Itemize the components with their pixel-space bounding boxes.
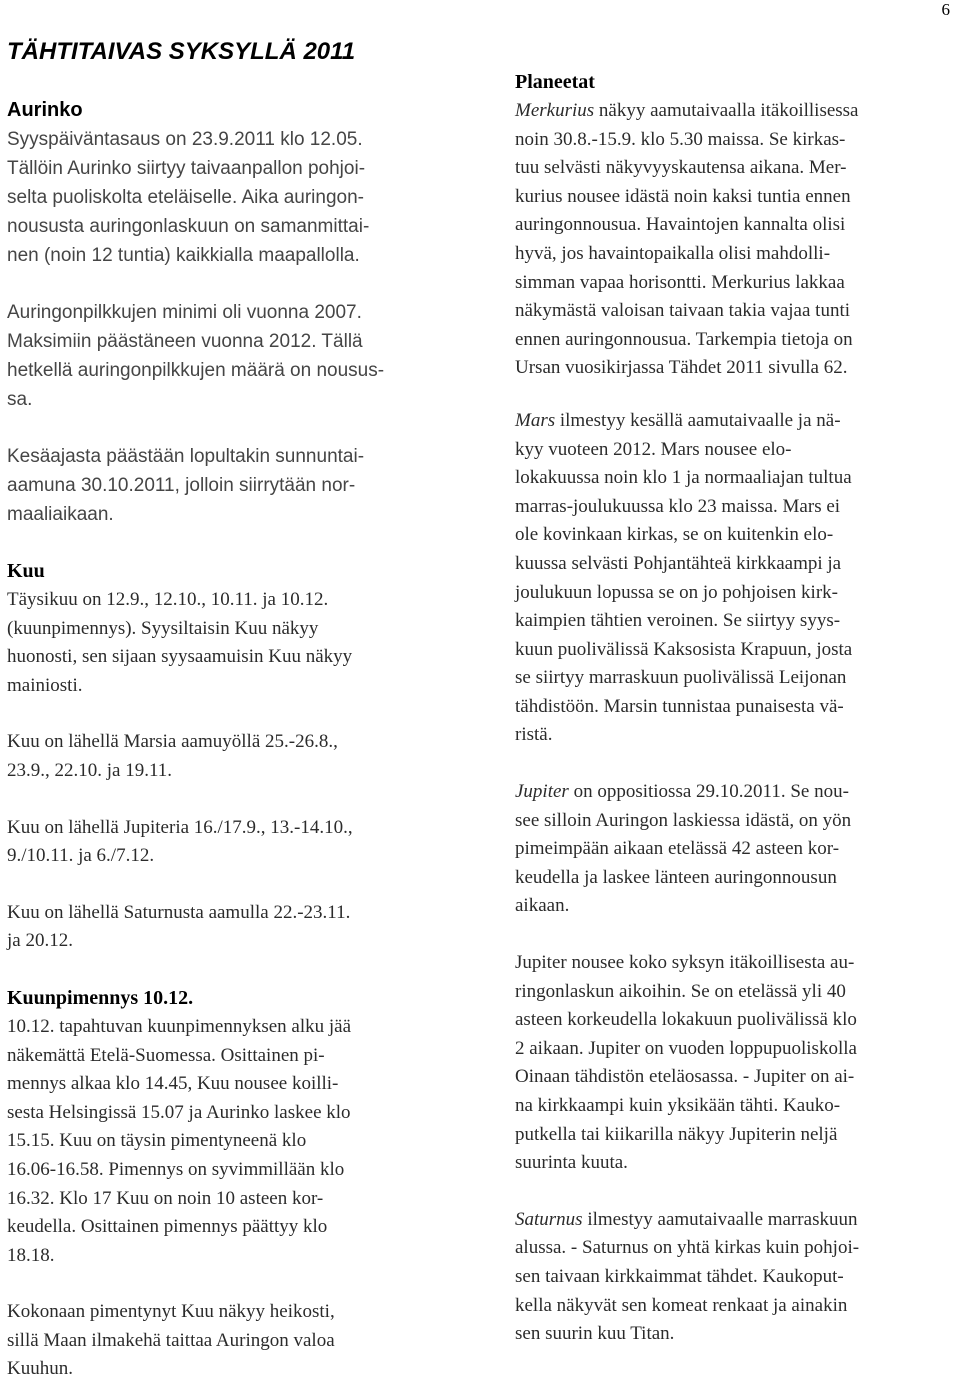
paragraph-jupiter: Jupiter on oppositiossa 29.10.2011. Se nou- see silloin Auringon laskiessa idästä, on yön pimeimpään aikaan etelässä 42 asteen kor- keudella ja laskee länteen auringonnousun aikaan. <box>515 778 960 921</box>
text-line: Kuu on lähellä Saturnusta aamulla 22.-23.11. <box>7 901 351 923</box>
text-line: ristä. <box>515 724 553 746</box>
text-line: hyvä, jos havaintopaikalla olisi mahdolli- <box>515 242 831 264</box>
section-heading-aurinko: Aurinko <box>7 99 83 121</box>
text-line: kuussa selvästi Pohjantähteä kirkkaampi ja <box>515 552 842 574</box>
text-line: auringonnousua. Havaintojen kannalta olisi <box>515 214 846 236</box>
text-line: huonosti, sen sijaan syysaamuisin Kuu näkyy <box>7 646 353 668</box>
document-title: TÄHTITAIVAS SYKSYLLÄ 2011 <box>7 38 356 65</box>
text-line: 9./10.11. ja 6./7.12. <box>7 845 155 867</box>
text-line: 2 aikaan. Jupiter on vuoden loppupuoliskolla <box>515 1037 857 1059</box>
paragraph <box>7 728 477 785</box>
text-line: hetkellä auringonpilkkujen määrä on nousus- <box>7 360 385 381</box>
text-line: Ursan vuosikirjassa Tähdet 2011 sivulla 62. <box>515 357 848 379</box>
text-line: maaliaikaan. <box>7 504 114 525</box>
text-line: joulukuun lopussa se on jo pohjoisen kirk- <box>515 581 838 603</box>
text-line: aamuna 30.10.2011, jolloin siirrytään nor- <box>7 475 356 496</box>
text-line: na kirkkaampi kuin yksikään tähti. Kauko- <box>515 1095 841 1116</box>
text-line: kyy vuoteen 2012. Mars nousee elo- <box>515 438 792 460</box>
paragraph <box>7 1298 477 1384</box>
text-line: ringonlaskun aikoihin. Se on etelässä yli 40 <box>515 980 846 1002</box>
text-line: putkella tai kiikarilla näkyy Jupiterin neljä <box>515 1123 838 1145</box>
text-line: näkymästä valoisan taivaan takia vajaa tunti <box>515 300 851 322</box>
text-line: mennys alkaa klo 14.45, Kuu nousee koilli- <box>7 1073 339 1095</box>
paragraph <box>7 442 477 529</box>
text-line: Kuuhun. <box>7 1358 73 1380</box>
text-line: Maksimiin päästäneen vuonna 2012. Tällä <box>7 331 363 352</box>
section-heading-planeetat: Planeetat <box>515 71 595 93</box>
planet-name: Merkurius <box>515 100 595 121</box>
text-line: Auringonpilkkujen minimi oli vuonna 2007. <box>7 302 362 323</box>
text-line: ja 20.12. <box>7 930 73 952</box>
right-column <box>515 68 960 1349</box>
section-heading-kuu: Kuu <box>7 560 45 582</box>
text-line: 16.32. Klo 17 Kuu on noin 10 asteen kor- <box>7 1187 324 1209</box>
text-line: kuun puolivälissä Kaksosista Krapuun, josta <box>515 638 853 660</box>
text-line: pimeimpään aikaan etelässä 42 asteen kor- <box>515 838 840 860</box>
text-line: marras-joulukuussa klo 23 maissa. Mars ei <box>515 495 841 517</box>
text-line: tuu selvästi näkyvyyskautensa aikana. Mer- <box>515 157 847 179</box>
paragraph <box>515 949 960 1178</box>
text-line: selta puoliskolta eteläiselle. Aika auringon- <box>7 187 364 208</box>
text-line: mainiosti. <box>7 674 83 696</box>
text-line: alussa. - Saturnus on yhtä kirkas kuin pohjoi- <box>515 1237 860 1259</box>
section-heading-kuunpimennys: Kuunpimennys 10.12. <box>7 986 194 1009</box>
text-line: Syyspäiväntasaus on 23.9.2011 klo 12.05. <box>7 129 363 150</box>
paragraph-mars: Mars ilmestyy kesällä aamutaivaalle ja nä- kyy vuoteen 2012. Mars nousee elo- lokakuussa noin klo 1 ja normaaliajan tultua marras-joulukuussa klo 23 maissa. Mars ei ole kovinkaan kirkas, se on kuitenkin elo- kuussa selvästi Pohjantähteä kirkkaampi ja joulukuun lopussa se on jo pohjoisen kirk- kaimpien tähtien veroinen. Se siirtyy syys- kuun puolivälissä Kaksosista Krapuun, josta se siirtyy marraskuun puolivälissä Leijonan tähdistöön. Marsin tunnistaa punaisesta vä- ristä. <box>515 407 960 750</box>
text-line: sa. <box>7 389 33 410</box>
paragraph <box>7 814 477 871</box>
text-line: sen taivaan kirkkaimmat tähdet. Kaukoput- <box>515 1265 844 1287</box>
text-line: ennen auringonnousua. Tarkempia tietoja on <box>515 328 853 350</box>
text-line: Kuu on lähellä Marsia aamuyöllä 25.-26.8., <box>7 731 338 753</box>
paragraph <box>7 899 477 956</box>
text-line: tähdistöön. Marsin tunnistaa punaisesta vä- <box>515 695 844 717</box>
paragraph-merkurius: Merkurius näkyy aamutaivaalla itäkoillisessa noin 30.8.-15.9. klo 5.30 maissa. Se kirkas- tuu selvästi näkyvyyskautensa aikana. Mer- kurius nousee idästä noin kaksi tuntia ennen auringonnousua. Havaintojen kannalta olisi hyvä, jos havaintopaikalla olisi mahdolli- simman vapaa horisontti. Merkurius lakkaa näkymästä valoisan taivaan takia vajaa tunti ennen auringonnousua. Tarkempia tietoja on Ursan vuosikirjassa Tähdet 2011 sivulla 62. <box>515 97 960 383</box>
text-line: lokakuussa noin klo 1 ja normaaliajan tultua <box>515 467 852 489</box>
text-line: sillä Maan ilmakehä taittaa Auringon valoa <box>7 1329 335 1351</box>
text-line: Kuu on lähellä Jupiteria 16./17.9., 13.-14.10., <box>7 816 353 838</box>
text-line: se siirtyy marraskuun puolivälissä Leijonan <box>515 667 847 689</box>
text-line: 18.18. <box>7 1244 55 1266</box>
paragraph <box>7 586 477 700</box>
text-line: Tällöin Aurinko siirtyy taivaanpallon pohjoi- <box>7 158 366 179</box>
text-line: nen (noin 12 tuntia) kaikkialla maapallolla. <box>7 245 360 266</box>
text-line: Oinaan tähdistön eteläosassa. - Jupiter on ai- <box>515 1066 855 1088</box>
text-line: keudella ja laskee länteen auringonnousun <box>515 866 837 888</box>
text-line: Kesäajasta päästään lopultakin sunnuntai- <box>7 446 365 467</box>
planet-name: Mars <box>515 409 556 431</box>
paragraph <box>7 298 477 414</box>
text-line: keudella. Osittainen pimennys päättyy klo <box>7 1216 328 1238</box>
text-line: simman vapaa horisontti. Merkurius lakkaa <box>515 271 845 293</box>
text-line: Kokonaan pimentynyt Kuu näkyy heikosti, <box>7 1301 335 1323</box>
text-line: 15.15. Kuu on täysin pimentyneenä klo <box>7 1130 307 1152</box>
text-line: aikaan. <box>515 895 570 917</box>
text-line: (kuunpimennys). Syysiltaisin Kuu näkyy <box>7 617 319 639</box>
page-number: 6 <box>941 0 950 19</box>
paragraph <box>7 1013 477 1270</box>
text-line: see silloin Auringon laskiessa idästä, on yön <box>515 809 852 831</box>
text-line: Täysikuu on 12.9., 12.10., 10.11. ja 10.12. <box>7 589 329 610</box>
text-line: 16.06-16.58. Pimennys on syvimmillään klo <box>7 1158 345 1180</box>
text-line: noin 30.8.-15.9. klo 5.30 maissa. Se kirkas- <box>515 128 846 150</box>
text-line: näkemättä Etelä-Suomessa. Osittainen pi- <box>7 1044 325 1066</box>
paragraph-saturnus: Saturnus ilmestyy aamutaivaalle marraskuun alussa. - Saturnus on yhtä kirkas kuin pohjoi- sen taivaan kirkkaimmat tähdet. Kaukoput- kella näkyvät sen komeat renkaat ja ainakin sen suurin kuu Titan. <box>515 1206 960 1349</box>
text-line: noususta auringonlaskuun on samanmittai- <box>7 216 370 237</box>
text-line: Jupiter nousee koko syksyn itäkoillisesta au- <box>515 952 855 974</box>
text-line: kurius nousee idästä noin kaksi tuntia ennen <box>515 185 851 207</box>
text-line: kella näkyvät sen komeat renkaat ja ainakin <box>515 1294 848 1316</box>
planet-name: Saturnus <box>515 1208 583 1230</box>
text-line: suurinta kuuta. <box>515 1152 628 1174</box>
text-line: kaimpien tähtien veroinen. Se siirtyy syys- <box>515 610 841 632</box>
text-line: asteen korkeudella lokakuun puolivälissä klo <box>515 1009 857 1031</box>
paragraph <box>7 125 477 270</box>
text-line: sen suurin kuu Titan. <box>515 1323 675 1345</box>
text-line: ole kovinkaan kirkas, se on kuitenkin elo- <box>515 524 834 546</box>
text-line: 23.9., 22.10. ja 19.11. <box>7 759 173 781</box>
text-line: 10.12. tapahtuvan kuunpimennyksen alku jää <box>7 1015 352 1037</box>
text-line: sesta Helsingissä 15.07 ja Aurinko laskee klo <box>7 1101 351 1123</box>
planet-name: Jupiter <box>515 781 569 803</box>
left-column <box>7 36 477 1384</box>
